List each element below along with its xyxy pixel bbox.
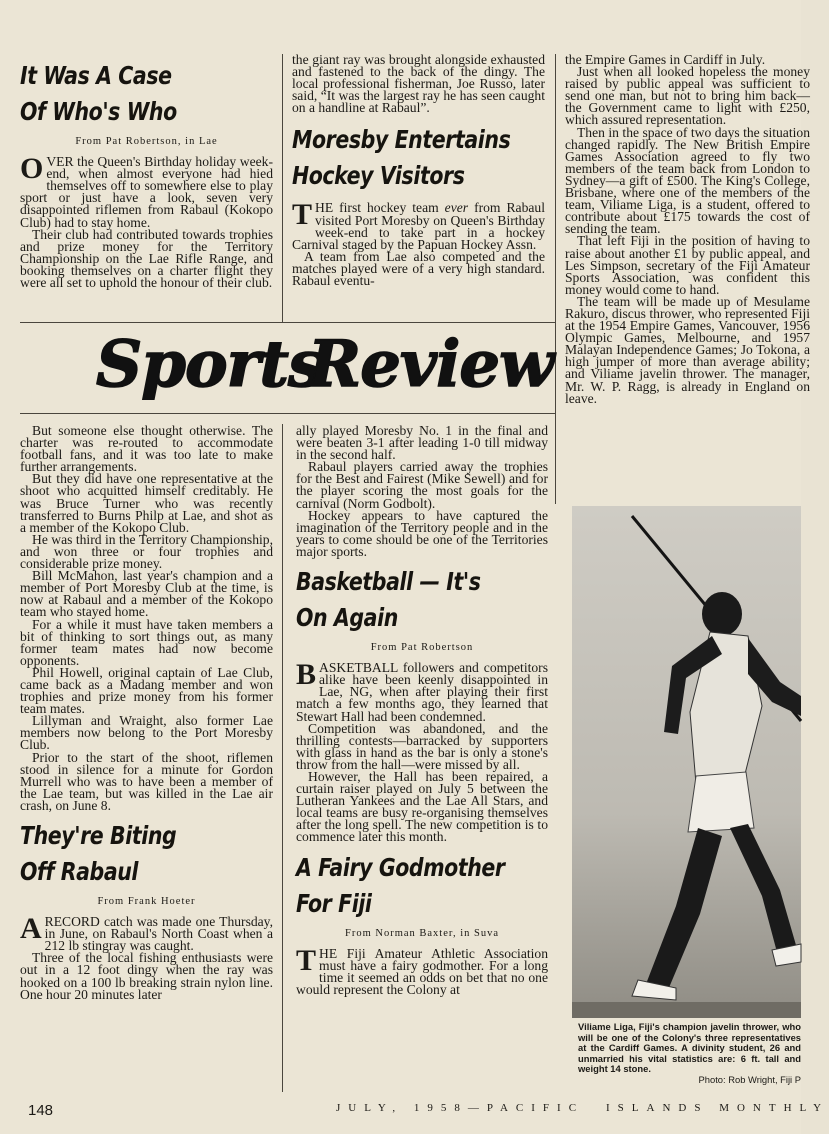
photo-credit: Photo: Rob Wright, Fiji P bbox=[698, 1073, 801, 1085]
headline-fiji-line1: A Fairy Godmother bbox=[296, 852, 505, 882]
byline-whos-who: From Pat Robertson, in Lae bbox=[75, 136, 218, 147]
paragraph-part: from Rabaul visited Port Moresby on Queen's Birthday week-end to take part in a hockey Carnival staged by the Papuan Hockey Assn. bbox=[292, 200, 545, 252]
byline-biting: From Frank Hoeter bbox=[97, 896, 196, 907]
article-moresby-hockey bbox=[292, 54, 545, 287]
paragraph: The team will be made up of Mesulame Rakuro, discus thrower, who represented Fiji at the 1954 Empire Games, Vancouver, 1956 Olympic Games, Melbourne, and 1957 Malayan Independence Games; Jo Tokona, a high jumper of more than average ability; and Viliame javelin thrower. The manager, Mr. W. P. Ragg, is already in England on leave. bbox=[565, 293, 810, 406]
paragraph: Three of the local fishing enthusiasts were out in a 12 foot dingy when the ray was hooked on a 100 lb breaking strain nylon line. One hour 20 minutes later bbox=[20, 950, 273, 1002]
paragraph: But someone else thought otherwise. The charter was re-routed to accommodate football fans, and it was too late to make further arrangements. bbox=[20, 423, 273, 475]
banner-rule-top bbox=[20, 322, 555, 323]
paragraph: Hockey appears to have captured the imagination of the Territory people and in the years to come should be one of the Territories major sports. bbox=[296, 507, 548, 559]
article-whos-who bbox=[20, 58, 273, 289]
column-rule bbox=[555, 54, 556, 504]
headline-whos-who-line2: Of Who's Who bbox=[20, 97, 177, 126]
byline-basketball: From Pat Robertson bbox=[370, 642, 474, 654]
paragraph: He was third in the Territory Championship, and won three or four trophies and considerable prize money. bbox=[20, 531, 273, 572]
paragraph: RECORD catch was made one Thursday, in June, on Rabaul's North Coast when a 212 lb stingray was caught. bbox=[44, 914, 273, 954]
page-number: 148 bbox=[28, 1102, 54, 1119]
drop-cap: T bbox=[292, 198, 313, 232]
headline-whos-who-line1: It Was A Case bbox=[20, 61, 172, 90]
paragraph-part: HE first hockey team bbox=[315, 200, 445, 216]
paragraph: Then in the space of two days the situation changed rapidly. The New British Empire Games Association agreed to fly two members of the team back from London to Sydney—a gift of £500. The King's College, Brisbane, where one of the members of the team, Viliame Liga, is a student, offered to contribute about £175 towards the cost of sending the team. bbox=[565, 124, 810, 237]
headline-fiji-line2: For Fiji bbox=[296, 888, 372, 918]
article-fiji-continued bbox=[565, 54, 810, 405]
paragraph: Lillyman and Wraight, also former Lae members now belong to the Port Moresby Club. bbox=[20, 713, 273, 753]
column-rule bbox=[282, 424, 283, 1092]
paragraph: the giant ray was brought alongside exhausted and fastened to the back of the dingy. The local professional fisherman, Joe Russo, later said, “It was the largest ray he has seen caught on a handline at Rabaul”. bbox=[292, 52, 545, 116]
photo-caption bbox=[578, 1022, 801, 1086]
paragraph: Just when all looked hopeless the money raised by public appeal was sufficient to send one man, but not to bring him back—the Government came to light with £250, which assured representation. bbox=[565, 64, 810, 128]
paragraph: ally played Moresby No. 1 in the final and were beaten 3-1 after leading 1-0 till midway in the second half. bbox=[296, 423, 548, 463]
banner-word-sports: Sports bbox=[96, 327, 323, 402]
footer-magazine-name: ISLANDS MONTHLY bbox=[606, 1102, 829, 1114]
drop-cap: O bbox=[20, 152, 44, 186]
footer-date: JULY, 1958—PACIFIC bbox=[336, 1102, 585, 1114]
banner-rule-bottom bbox=[20, 413, 555, 414]
paragraph: But they did have one representative at the shoot who acquitted himself creditably. He was Bruce Turner who was recently transferred to Burns Philp at Lae, and shot as a member of the Kokopo Club. bbox=[20, 471, 273, 535]
paragraph: That left Fiji in the position of having to raise about another £1 by public appeal, and Les Simpson, secretary of the Fiji Amateur Sports Association, was confident this money would come to hand. bbox=[565, 233, 810, 297]
paragraph: the Empire Games in Cardiff in July. bbox=[565, 52, 766, 67]
paragraph: VER the Queen's Birthday holiday week-end, when almost everyone had hied themselves off to somewhere else to play sport or just have a look, seven very disappointed riflemen from Rabaul (Kokopo Club) had to stay home. bbox=[20, 154, 273, 230]
emphasis: ever bbox=[444, 200, 469, 216]
article-rifle-continued bbox=[20, 425, 273, 1001]
headline-moresby-line1: Moresby Entertains bbox=[292, 125, 511, 155]
paragraph: Phil Howell, original captain of Lae Club, came back as a Madang member and won trophies and prize money from his former team mates. bbox=[20, 664, 273, 717]
column-rule bbox=[282, 54, 283, 322]
drop-cap: B bbox=[296, 658, 317, 692]
byline-fiji: From Norman Baxter, in Suva bbox=[344, 927, 500, 939]
paragraph: Rabaul players carried away the trophies for the Best and Fairest (Mike Sewell) and for the player scoring the most goals for the carnival (Norm Godbolt). bbox=[296, 459, 548, 511]
paragraph: ASKETBALL followers and competitors alike have been keenly disappointed in Lae, NG, when after playing their first match a few months ago, they learned that Stewart Hall had been condemned. bbox=[296, 660, 548, 724]
paragraph: Prior to the start of the shoot, riflemen stood in silence for a minute for Gordon Murrell who was to have been a member of the Lae team, but was killed in the Lae air crash, on June 8. bbox=[20, 749, 273, 813]
drop-cap: A bbox=[20, 912, 42, 946]
paragraph: For a while it must have taken members a bit of thinking to sort things out, as many former team mates had now become opponents. bbox=[20, 616, 273, 668]
sports-review-banner bbox=[96, 324, 554, 402]
paragraph: Competition was abandoned, and the thrilling contests—barracked by supporters with glass in hand as the bar is only a stone's throw from the hall—were missed by all. bbox=[296, 720, 548, 772]
paragraph: Bill McMahon, last year's champion and a member of Port Moresby Club at the time, is now at Rabaul and a member of the Kokopo team who stayed home. bbox=[20, 568, 273, 620]
headline-basketball-line1: Basketball — It's bbox=[296, 567, 481, 597]
banner-word-review: Review bbox=[308, 327, 554, 402]
paragraph: HE Fiji Amateur Athletic Association must have a fairy godmother. For a long time it seemed an odds on bet that no one would represent the Colony at bbox=[296, 945, 548, 997]
headline-basketball-line2: On Again bbox=[296, 603, 398, 633]
caption-text: Viliame Liga, Fiji's champion javelin thrower, who will be one of the Colony's three representatives at the Cardiff Games. A divinity student, 26 and unmarried his vital statistics are: 6 ft. tall and weight 14 stone. bbox=[578, 1021, 801, 1075]
paragraph: Their club had contributed towards trophies and prize money for the Territory Championship on the Lae Rifle Range, and booking themselves on a charter flight they were all set to uphold the honour of their club. bbox=[20, 226, 273, 291]
paragraph: A team from Lae also competed and the matches played were of a very high standard. Rabaul eventu- bbox=[292, 248, 545, 289]
javelin-thrower-photo bbox=[572, 506, 801, 1018]
headline-moresby-line2: Hockey Visitors bbox=[292, 161, 465, 191]
drop-cap: T bbox=[296, 943, 317, 977]
article-hockey-basketball-fiji bbox=[296, 425, 548, 996]
paragraph: However, the Hall has been repaired, a curtain raiser played on July 5 between the Lutheran Yankees and the Lae All Stars, and local teams are busy re-organising themselves after the long spell. The new competition is to commence later this month. bbox=[296, 768, 548, 845]
ground bbox=[572, 1002, 801, 1018]
headline-biting-line1: They're Biting bbox=[20, 821, 177, 850]
headline-biting-line2: Off Rabaul bbox=[20, 857, 139, 886]
